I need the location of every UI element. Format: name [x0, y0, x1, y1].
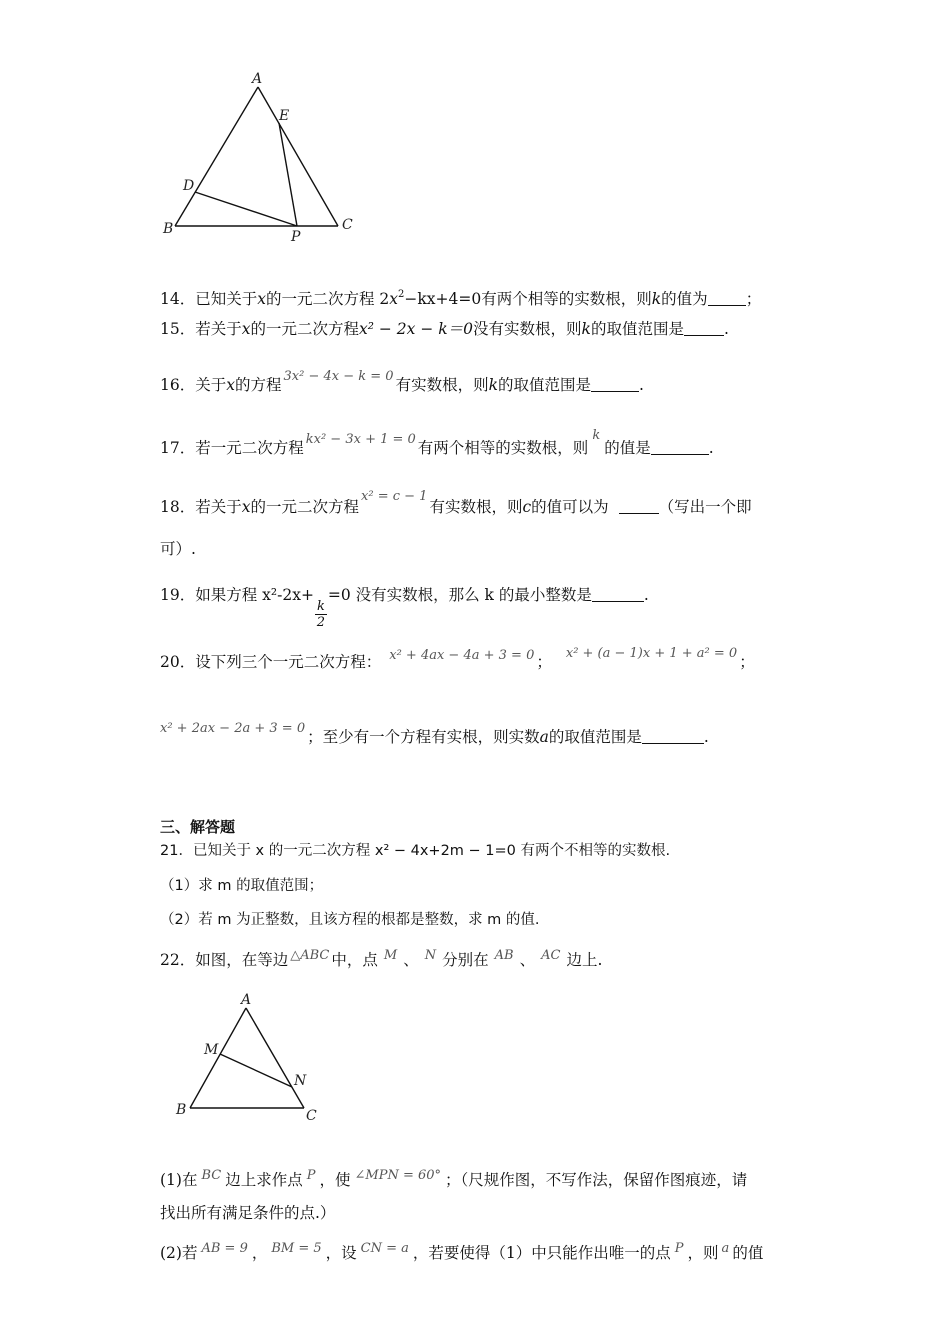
question-number: 15． [160, 320, 196, 338]
math-AC: AC [541, 948, 561, 963]
side-AC [246, 1008, 304, 1108]
question-number: 21． [160, 843, 193, 859]
equation-image: 3x² − 4x − k = 0 [283, 369, 394, 384]
question-20-continued [160, 718, 709, 748]
question-22-part-1 [160, 1165, 747, 1191]
text: 有实数根，则 [429, 498, 523, 516]
label-A: A [252, 71, 263, 87]
text: 已知关于 [195, 290, 258, 308]
text: 边上. [566, 951, 603, 969]
answer-blank[interactable] [619, 497, 659, 514]
text: （2）若 m 为正整数，且该方程的根都是整数，求 m 的值. [160, 912, 540, 928]
text: 若关于 [195, 498, 242, 516]
equation-image: x² = c − 1 [361, 489, 428, 504]
text: 找出所有满足条件的点.） [160, 1204, 336, 1222]
question-17 [160, 425, 714, 459]
side-AB [190, 1008, 246, 1108]
question-number: 22． [160, 951, 196, 969]
answer-blank[interactable] [708, 289, 746, 306]
punct: 、 [403, 951, 419, 969]
question-22-part-2 [160, 1238, 763, 1264]
punct: . [643, 586, 649, 604]
text: ，使 [319, 1171, 351, 1189]
math-AB-eq: AB = 9 [201, 1241, 248, 1256]
equation-1: x² + 4ax − 4a + 3 = 0 [389, 648, 535, 663]
text: 的值 [732, 1244, 764, 1262]
answer-blank[interactable] [591, 375, 639, 392]
answer-blank[interactable] [651, 438, 709, 455]
text: 的值可以为 [531, 498, 609, 516]
text: 没有实数根，则 [473, 320, 582, 338]
text: 的值是 [604, 439, 651, 457]
text: ，则 [687, 1244, 719, 1262]
punct: ； [739, 653, 755, 671]
punct: . [639, 376, 644, 394]
text: 关于 [195, 376, 227, 394]
text: ，若要使得（1）中只能作出唯一的点 [412, 1244, 671, 1262]
label-B: B [176, 1102, 187, 1118]
text: 的取值范围是 [548, 728, 642, 746]
math-a: a [721, 1241, 730, 1256]
question-number: 18． [160, 498, 196, 516]
var-x: x [241, 498, 251, 516]
punct: . [723, 320, 729, 338]
side-AB [175, 87, 258, 226]
denominator: 2 [316, 615, 326, 630]
section-heading: 三、解答题 [160, 818, 236, 836]
fraction-k-over-2 [315, 599, 327, 630]
equation-2: x² + (a − 1)x + 1 + a² = 0 [565, 646, 738, 661]
text: 若一元二次方程 [195, 439, 304, 457]
question-number: 14． [160, 290, 196, 308]
text: ，设 [325, 1244, 357, 1262]
label-E: E [279, 108, 290, 124]
label-P: P [291, 229, 301, 245]
var-x: x [241, 320, 251, 338]
var-x: x [257, 290, 266, 308]
question-22-part-1-continued [160, 1202, 335, 1224]
text: 的方程 [235, 376, 282, 394]
text: 边上求作点 [225, 1171, 303, 1189]
question-number: 20． [160, 653, 196, 671]
math-BC: BC [201, 1168, 222, 1183]
math-M: M [383, 948, 398, 963]
question-15 [160, 318, 729, 340]
text: (1)在 [160, 1171, 198, 1189]
question-22 [160, 945, 602, 971]
punct: . [708, 439, 714, 457]
var-k: k [581, 320, 591, 338]
text: 的一元二次方程 [250, 320, 360, 338]
text: 中，点 [331, 951, 378, 969]
question-16 [160, 366, 644, 396]
punct: . [703, 728, 709, 746]
math-P: P [674, 1241, 684, 1256]
var-k: k [488, 376, 498, 394]
side-AC [258, 87, 338, 226]
text: 的取值范围是 [497, 376, 591, 394]
question-21-part-2 [160, 909, 540, 931]
text: 的取值范围是 [590, 320, 684, 338]
answer-blank[interactable] [684, 319, 724, 336]
var-a: a [539, 728, 549, 746]
answer-blank[interactable] [592, 585, 644, 602]
text: 可）. [160, 540, 196, 558]
question-18 [160, 486, 752, 518]
question-20 [160, 643, 755, 673]
segment-DP [195, 192, 297, 226]
text: ；（尺规作图，不写作法，保留作图痕迹，请 [445, 1171, 748, 1189]
answer-blank[interactable] [642, 727, 704, 744]
question-number: 17． [160, 439, 196, 457]
question-number: 16． [160, 376, 196, 394]
question-14 [160, 284, 761, 310]
equation-image: kx² − 3x + 1 = 0 [305, 432, 416, 447]
question-18-continued [160, 538, 196, 560]
numerator: k [316, 599, 325, 614]
punct: ； [536, 653, 552, 671]
var-k: k [651, 290, 662, 308]
label-M: M [204, 1042, 219, 1058]
text: =0 没有实数根，那么 k 的最小整数是 [327, 586, 592, 604]
text: 的一元二次方程 [250, 498, 360, 516]
label-B: B [163, 221, 174, 237]
text: （写出一个即 [658, 498, 752, 516]
text: （1）求 m 的取值范围； [160, 878, 324, 894]
math-CN-eq: CN = a [360, 1241, 409, 1256]
punct: 、 [519, 951, 536, 969]
text: (2)若 [160, 1244, 198, 1262]
label-C: C [342, 217, 353, 233]
math-BM-eq: BM = 5 [271, 1241, 322, 1256]
text: 已知关于 x 的一元二次方程 x² − 4x+2m − 1=0 有两个不相等的实数根. [192, 843, 671, 859]
question-19 [160, 584, 649, 630]
label-A: A [241, 992, 252, 1008]
question-21 [160, 840, 670, 862]
figure-equilateral-triangle-MN [168, 990, 328, 1130]
math-P: P [306, 1168, 316, 1183]
equation: x² − 2x − k＝0 [359, 320, 474, 338]
var-x: x [226, 376, 235, 394]
text: 的一元二次方程 2 [266, 290, 390, 308]
exponent: 2 [398, 289, 405, 300]
math-triangle: △ABC [290, 948, 330, 963]
question-21-part-1 [160, 875, 323, 897]
label-D: D [183, 178, 195, 194]
label-C: C [306, 1108, 317, 1124]
var-c: c [522, 498, 532, 516]
text: 如图，在等边 [195, 951, 289, 969]
punct: ， [251, 1244, 268, 1262]
text: 设下列三个一元二次方程： [195, 653, 382, 671]
figure-triangle-ABC-DEP [155, 65, 365, 245]
label-N: N [294, 1073, 307, 1089]
math-angle: ∠MPN = 60° [354, 1168, 442, 1183]
text: 有实数根，则 [395, 376, 489, 394]
text: ；至少有一个方程有实根，则实数 [307, 728, 540, 746]
punct: ； [745, 290, 762, 308]
segment-MN [220, 1054, 292, 1087]
text: 有两个相等的实数根，则 [481, 290, 652, 308]
text: 有两个相等的实数根，则 [417, 439, 589, 457]
text: 如果方程 x²-2x+ [195, 586, 314, 604]
var-k: k [592, 428, 601, 443]
equation-3: x² + 2ax − 2a + 3 = 0 [160, 721, 306, 736]
text: 分别在 [442, 951, 489, 969]
var-x: x [389, 290, 399, 308]
equation-rest: −kx+4=0 [404, 290, 482, 308]
math-N: N [424, 948, 437, 963]
question-number: 19． [160, 586, 196, 604]
text: 若关于 [195, 320, 242, 338]
math-AB: AB [494, 948, 514, 963]
text: 的值为 [661, 290, 708, 308]
